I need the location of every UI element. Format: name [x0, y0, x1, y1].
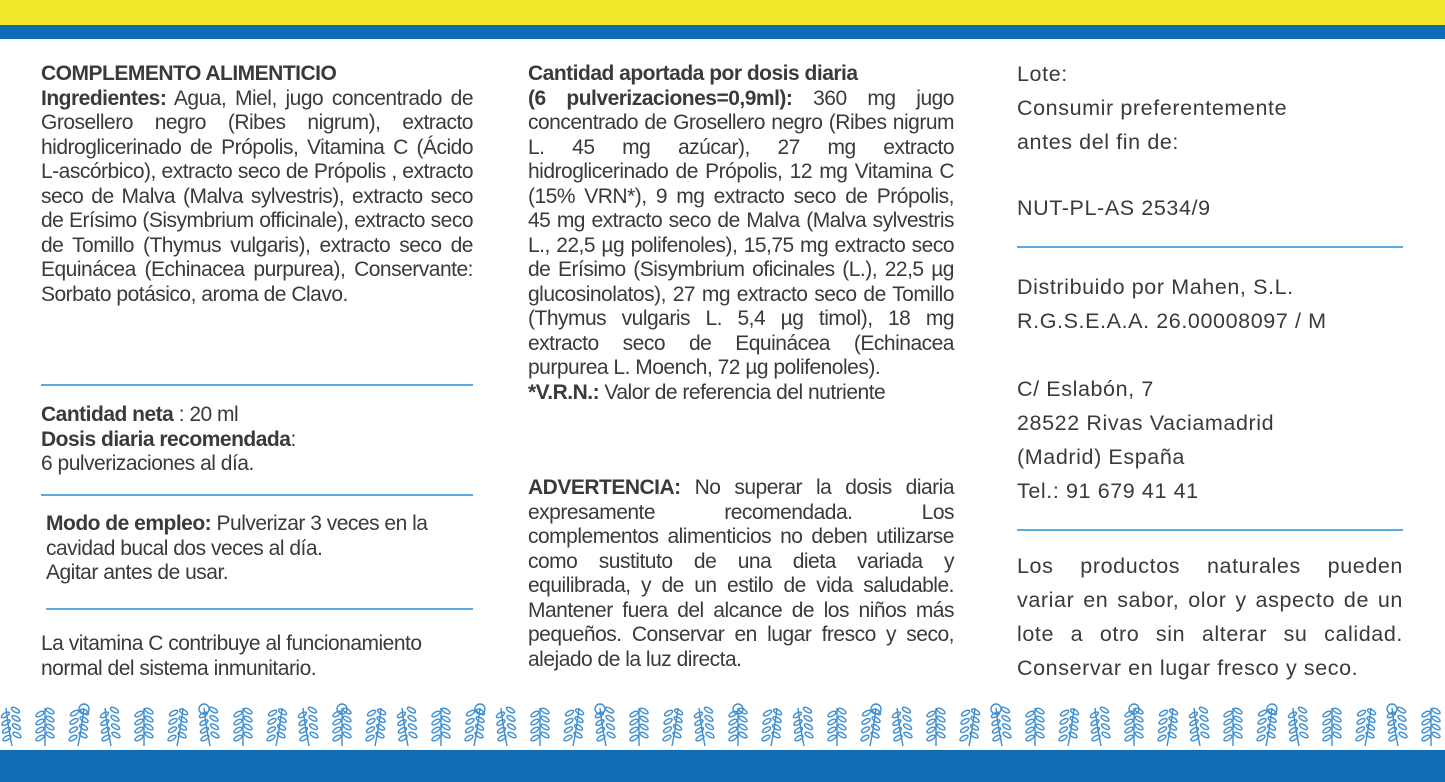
- usage-text-2: Agitar antes de usar.: [46, 561, 229, 584]
- herb-sprig-icon: [1058, 708, 1079, 746]
- warning-text: No superar la dosis diaria expresamente recomendada. Los complementos alimenticios no deben utilizarse como sustituto de una dieta variada y equilibrada, y de un estilo de vida saludable. Mantener fuera del alcance de los niños más pequeños. Conservar en lugar fresco y seco, alejado de la luz directa.: [528, 476, 954, 671]
- top-yellow-band: [0, 0, 1445, 25]
- address-city: 28522 Rivas Vaciamadrid: [1017, 411, 1275, 435]
- herb-sprig-icon: [496, 706, 517, 746]
- herb-sprig-icon: [233, 707, 253, 746]
- registration-code: NUT-PL-AS 2534/9: [1017, 196, 1211, 220]
- herb-sprig-icon: [595, 704, 616, 746]
- column-ingredients: [41, 62, 473, 307]
- distributor-registry: R.G.S.E.A.A. 26.00008097 / M: [1017, 309, 1327, 333]
- best-before-2: antes del fin de:: [1017, 130, 1180, 154]
- divider-1: [41, 384, 473, 386]
- warning-block: [528, 476, 954, 672]
- top-blue-band: [0, 25, 1445, 39]
- herb-sprig-icon: [926, 707, 946, 746]
- herb-sprig-icon: [530, 707, 550, 746]
- herb-sprig-icon: [1124, 704, 1144, 746]
- herb-sprig-icon: [629, 707, 649, 746]
- amount-block: [528, 62, 954, 381]
- herb-sprig-icon: [35, 707, 55, 746]
- phone-number: Tel.: 91 679 41 41: [1017, 479, 1199, 503]
- distributor-name: Distribuido por Mahen, S.L.: [1017, 275, 1294, 299]
- herb-sprig-icon: [1387, 704, 1408, 746]
- amount-heading-1: Cantidad aportada por dosis diaria: [528, 62, 858, 85]
- bottom-blue-band: [0, 750, 1445, 782]
- herb-sprig-icon: [1223, 707, 1243, 746]
- herb-sprig-icon: [365, 708, 386, 746]
- herb-sprig-icon: [167, 708, 188, 746]
- ingredients-label: Ingredientes:: [41, 86, 167, 110]
- herb-sprig-icon: [332, 704, 352, 746]
- herb-sprig-icon: [1157, 708, 1178, 746]
- herb-sprig-icon: [199, 704, 220, 746]
- herb-sprig-icon: [266, 708, 287, 746]
- herb-sprig-icon: [694, 706, 715, 746]
- herb-sprig-icon: [1256, 704, 1277, 746]
- amount-heading-2: (6 pulverizaciones=0,9ml):: [528, 86, 793, 110]
- herb-sprig-icon: [1322, 707, 1342, 746]
- address-block: [1017, 372, 1403, 508]
- herb-sprig-icon: [1421, 707, 1441, 746]
- usage-label: Modo de empleo:: [46, 512, 212, 535]
- herb-sprig-icon: [827, 707, 847, 746]
- column-amounts: [528, 62, 954, 405]
- note-block: [1017, 549, 1403, 685]
- herb-sprig-icon: [431, 707, 451, 746]
- herb-sprig-icon: [1189, 706, 1210, 746]
- herb-illustration-border: [0, 702, 1445, 748]
- vrn-label: *V.R.N.:: [528, 380, 600, 404]
- claim-block: [41, 632, 473, 681]
- herb-sprig-icon: [728, 704, 748, 746]
- amount-text: 360 mg jugo concentrado de Grosellero negro (Ribes nigrum L. 45 mg azúcar), 27 mg extracto hidroglicerinado de Própolis, 12 mg Vitamina C (15% VRN*), 9 mg extracto seco de Própolis, 45 mg extracto seco de Malva (Malva sylvestris L., 22,5 µg polifenoles), 15,75 mg extracto seco de Erísimo (Sisymbrium oficinales (L.), 22,5 µg glucosinolatos), 27 mg extracto seco de Tomillo (Thymus vulgaris L. 5,4 µg timol), 18 mg extracto seco de Equinácea (Echinacea purpurea L. Moench, 72 µg polifenoles).: [528, 86, 954, 379]
- vrn-text: Valor de referencia del nutriente: [599, 380, 886, 404]
- usage-text: Pulverizar 3 veces en la cavidad bucal dos veces al día.: [46, 512, 428, 560]
- net-quantity-label: Cantidad neta: [41, 403, 174, 426]
- net-quantity-block: [41, 403, 473, 477]
- herb-sprig-icon: [134, 707, 154, 746]
- daily-dose-text: 6 pulverizaciones al día.: [41, 452, 254, 475]
- address-street: C/ Eslabón, 7: [1017, 377, 1154, 401]
- herb-sprig-icon: [662, 708, 683, 746]
- herb-sprig-icon: [1025, 707, 1045, 746]
- net-quantity-value: : 20 ml: [173, 403, 239, 426]
- herb-sprig-icon: [464, 704, 485, 746]
- warning-label: ADVERTENCIA:: [528, 476, 681, 499]
- column-lot: [1017, 57, 1403, 159]
- lot-label: Lote:: [1017, 62, 1068, 86]
- herb-sprig-icon: [991, 704, 1012, 746]
- vitamin-c-claim: La vitamina C contribuye al funcionamiento normal del sistema inmunitario.: [41, 632, 422, 680]
- herb-sprig-icon: [68, 704, 89, 746]
- herb-sprig-icon: [1288, 706, 1309, 746]
- divider-2: [41, 494, 473, 496]
- ingredients-text: Agua, Miel, jugo concentrado de Grosellero negro (Ribes nigrum), extracto hidroglicerinado de Própolis, Vitamina C (Ácido L-ascórbico), extracto seco de Própolis , extracto seco de Malva (Malva sylvestris), extracto seco de Erísimo (Sisymbrium officinale), extracto seco de Tomillo (Thymus vulgaris), extracto seco de Equinácea (Echinacea purpurea), Conservante: Sorbato potásico, aroma de Clavo.: [41, 86, 473, 306]
- herb-sprig-icon: [397, 706, 418, 746]
- herb-sprig-icon: [761, 708, 782, 746]
- herb-sprig-icon: [1090, 706, 1111, 746]
- daily-dose-colon: :: [290, 427, 296, 451]
- herb-sprig-icon: [860, 704, 881, 746]
- herb-sprig-icon: [563, 708, 584, 746]
- herb-sprig-icon: [298, 706, 319, 746]
- natural-products-note: Los productos naturales pueden variar en sabor, olor y aspecto de un lote a otro sin alterar su calidad. Conservar en lugar fresco y seco.: [1017, 554, 1403, 680]
- code-block: [1017, 191, 1403, 225]
- ingredients-block: [41, 62, 473, 307]
- divider-3: [46, 608, 473, 610]
- usage-block: [46, 512, 470, 586]
- herb-sprig-icon: [892, 706, 913, 746]
- distributor-block: [1017, 270, 1403, 338]
- herb-sprig-icon: [1355, 708, 1376, 746]
- daily-dose-label: Dosis diaria recomendada: [41, 427, 291, 451]
- best-before-1: Consumir preferentemente: [1017, 96, 1288, 120]
- herb-sprig-icon: [793, 706, 814, 746]
- herb-sprig-icon: [1, 706, 22, 746]
- herb-sprig-icon: [100, 706, 121, 746]
- address-region: (Madrid) España: [1017, 445, 1185, 469]
- herb-sprig-icon: [959, 708, 980, 746]
- divider-4: [1017, 246, 1403, 248]
- product-heading: COMPLEMENTO ALIMENTICIO: [41, 62, 337, 85]
- divider-5: [1017, 529, 1403, 531]
